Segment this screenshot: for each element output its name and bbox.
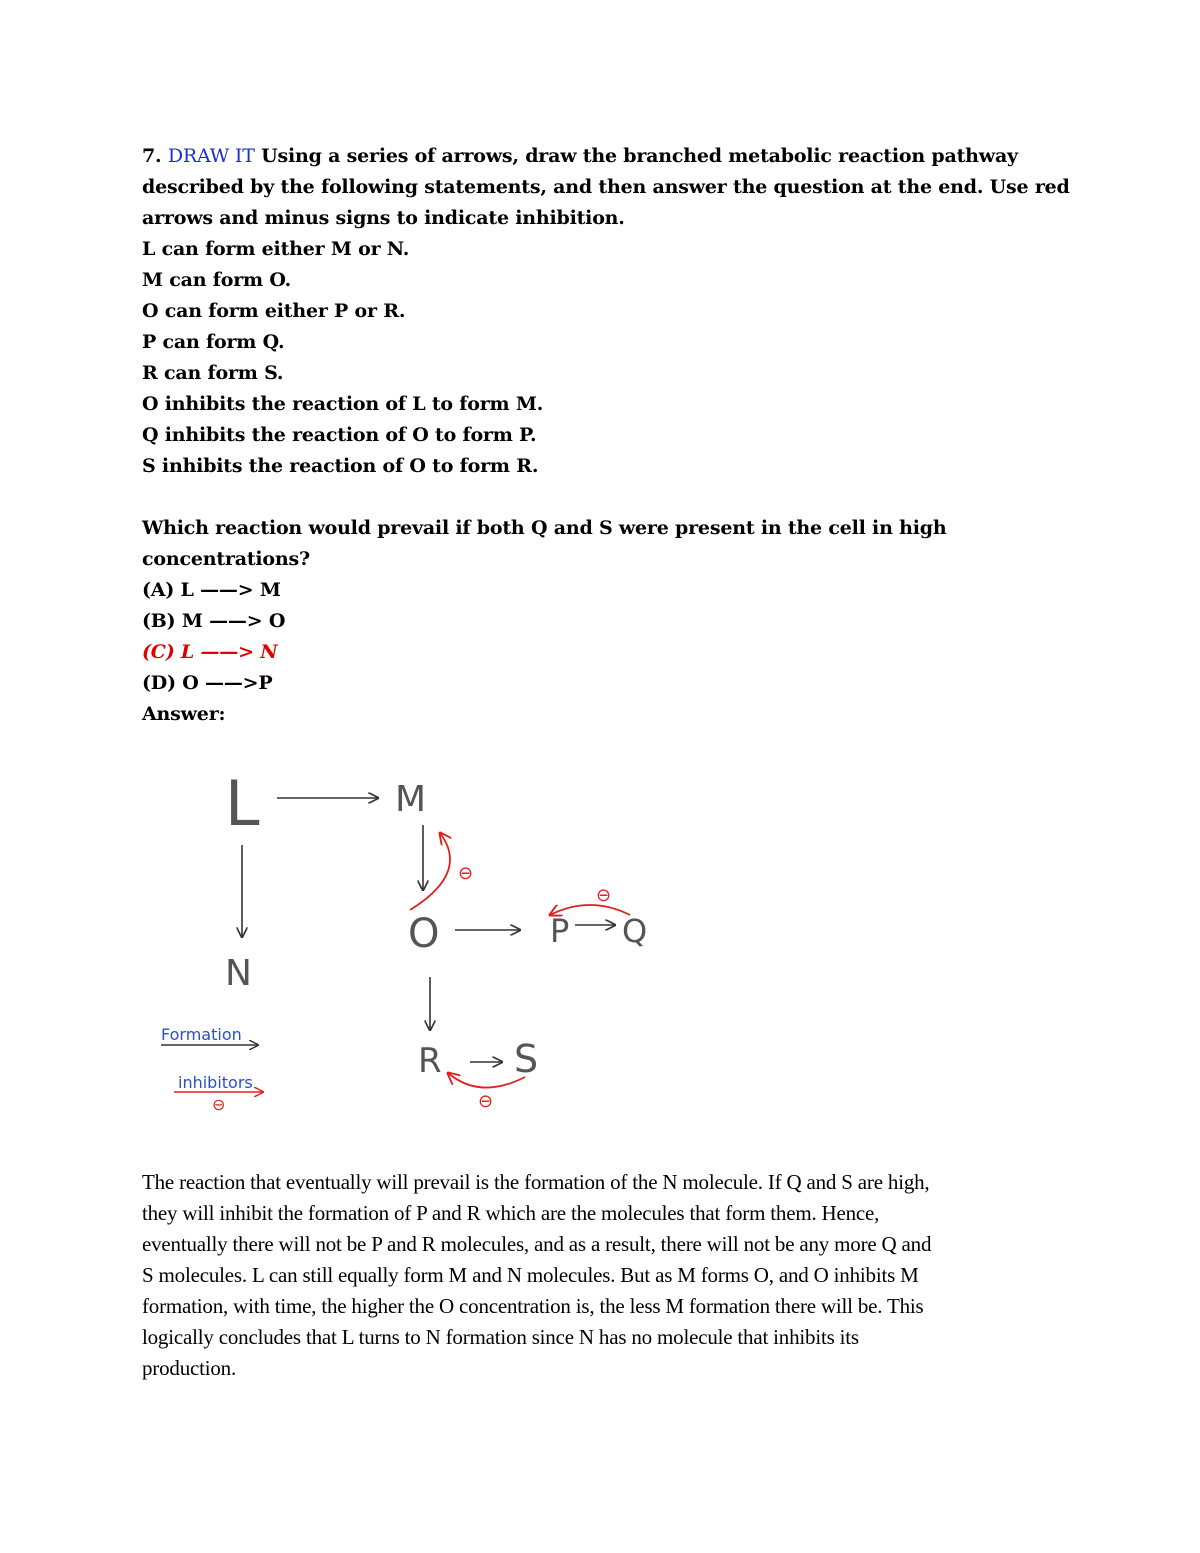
node-S: S — [514, 1037, 539, 1081]
inhibit-symbol-3: ⊖ — [478, 1091, 494, 1112]
node-M: M — [395, 779, 427, 820]
inhibit-symbol-2: ⊖ — [596, 885, 612, 906]
explanation-line: S molecules. L can still equally form M and N molecules. But as M forms O, and O inhibits M — [142, 1263, 919, 1287]
explanation-paragraph — [142, 1167, 1062, 1384]
option-b: (B) M ——> O — [142, 610, 286, 632]
explanation-line: eventually there will not be P and R molecules, and as a result, there will not be any more Q and — [142, 1232, 932, 1256]
statement-1: L can form either M or N. — [142, 238, 410, 260]
node-N: N — [225, 953, 252, 994]
explanation-line: production. — [142, 1356, 237, 1380]
node-O: O — [408, 911, 440, 957]
legend-inhibitors-label: inhibitors — [178, 1073, 253, 1092]
statement-4: P can form Q. — [142, 331, 285, 353]
statement-8: S inhibits the reaction of O to form R. — [142, 455, 539, 477]
statement-6: O inhibits the reaction of L to form M. — [142, 393, 544, 415]
statement-3: O can form either P or R. — [142, 300, 406, 322]
explanation-line: logically concludes that L turns to N formation since N has no molecule that inhibits its — [142, 1325, 859, 1349]
node-R: R — [418, 1041, 442, 1081]
legend-formation-label: Formation — [161, 1025, 242, 1044]
prompt-line-2: described by the following statements, and then answer the question at the end. Use red — [142, 176, 1070, 198]
node-L: L — [225, 767, 260, 840]
spacer — [142, 482, 1062, 513]
question-block — [142, 141, 1070, 730]
pathway-diagram — [150, 755, 670, 1115]
statement-2: M can form O. — [142, 269, 291, 291]
statement-7: Q inhibits the reaction of O to form P. — [142, 424, 537, 446]
option-c-correct: (C) L ——> N — [142, 641, 278, 663]
node-Q: Q — [622, 912, 648, 950]
node-P: P — [550, 912, 570, 950]
prompt-line-1: Using a series of arrows, draw the branched metabolic reaction pathway — [261, 145, 1018, 167]
explanation-line: The reaction that eventually will prevail is the formation of the N molecule. If Q and S are high, — [142, 1170, 930, 1194]
question-heading-line — [142, 141, 1062, 172]
option-d: (D) O ——>P — [142, 672, 273, 694]
statement-5: R can form S. — [142, 362, 284, 384]
explanation-line: formation, with time, the higher the O concentration is, the less M formation there will be. This — [142, 1294, 924, 1318]
explanation-line: they will inhibit the formation of P and R which are the molecules that form them. Hence, — [142, 1201, 880, 1225]
draw-it-tag: DRAW IT — [167, 145, 255, 167]
prompt-line-3: arrows and minus signs to indicate inhibition. — [142, 207, 625, 229]
which-line-2: concentrations? — [142, 548, 310, 570]
answer-label: Answer: — [142, 703, 226, 725]
which-line-1: Which reaction would prevail if both Q and S were present in the cell in high — [142, 517, 947, 539]
legend-inhibit-symbol: ⊖ — [212, 1095, 226, 1114]
inhibit-symbol-1: ⊖ — [458, 863, 474, 884]
question-number: 7. — [142, 145, 162, 167]
inhibit-O-on-M — [410, 833, 450, 910]
option-a: (A) L ——> M — [142, 579, 281, 601]
